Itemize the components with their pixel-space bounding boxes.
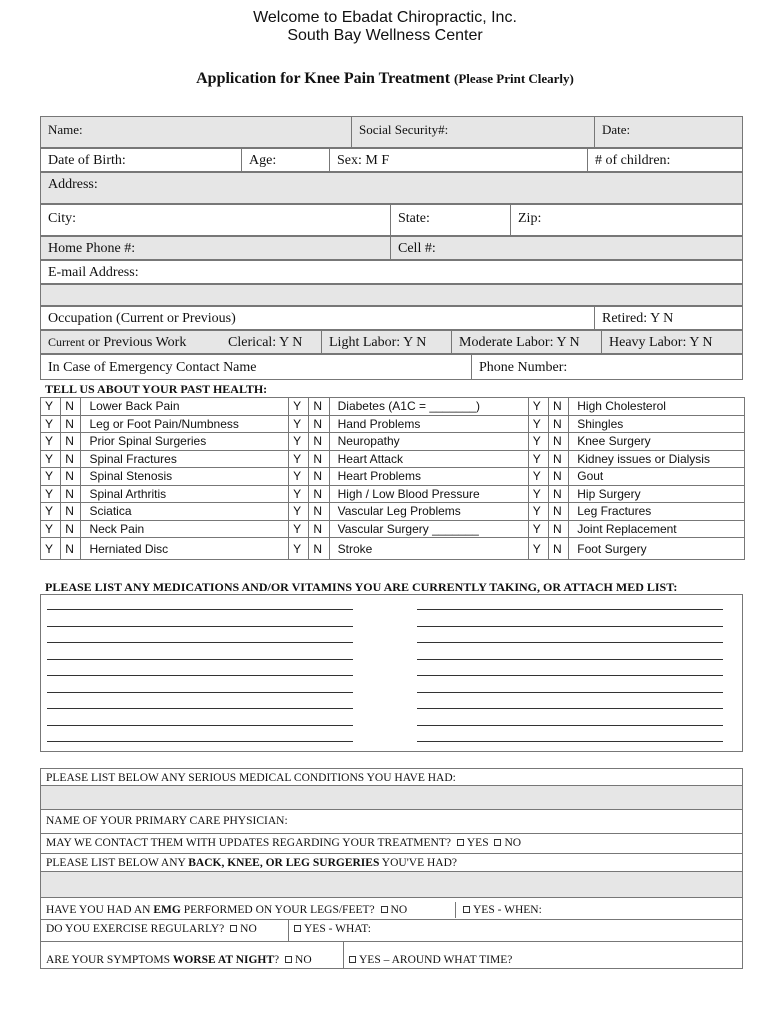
contact-question xyxy=(46,837,521,849)
exercise-label: DO YOU EXERCISE REGULARLY? xyxy=(46,923,225,935)
health-yes-option[interactable]: Y xyxy=(41,485,61,503)
health-condition xyxy=(81,538,289,560)
health-no-option[interactable]: N xyxy=(309,450,329,468)
health-no-option[interactable]: N xyxy=(549,468,569,486)
health-no-option[interactable]: N xyxy=(549,433,569,451)
health-condition xyxy=(81,468,289,486)
moderate-labor-field[interactable] xyxy=(451,331,601,353)
emg-label-b: EMG xyxy=(153,904,181,916)
medication-entry-line[interactable] xyxy=(417,626,723,627)
health-condition xyxy=(569,415,745,433)
exercise-row xyxy=(40,920,743,942)
medication-entry-line[interactable] xyxy=(417,708,723,709)
health-condition-label: Sciatica xyxy=(89,504,132,519)
medications-heading: PLEASE LIST ANY MEDICATIONS AND/OR VITAMINS YOU ARE CURRENTLY TAKING, OR ATTACH MED LIST: xyxy=(45,580,678,594)
health-row xyxy=(41,433,745,451)
health-yes-option[interactable]: Y xyxy=(289,485,309,503)
health-no-option[interactable]: N xyxy=(61,538,81,560)
health-yes-option[interactable]: Y xyxy=(41,538,61,560)
emg-label-a: HAVE YOU HAD AN xyxy=(46,904,154,916)
health-condition-label: Heart Problems xyxy=(337,469,421,484)
health-condition xyxy=(329,485,528,503)
contact-row xyxy=(40,834,743,854)
medication-entry-line[interactable] xyxy=(417,725,723,726)
health-no-option[interactable]: N xyxy=(549,450,569,468)
health-yes-option[interactable]: Y xyxy=(289,503,309,521)
health-condition-label: Spinal Stenosis xyxy=(89,469,173,484)
health-yes-option[interactable]: Y xyxy=(528,538,548,560)
clerical-field[interactable] xyxy=(221,331,321,353)
row-occupation xyxy=(40,306,743,330)
emg-yes-option xyxy=(460,904,542,916)
row-city xyxy=(40,204,743,236)
light-labor-field[interactable] xyxy=(321,331,451,353)
heavy-labor-label: Heavy Labor: Y N xyxy=(609,335,713,350)
health-no-option[interactable]: N xyxy=(549,485,569,503)
medication-entry-line[interactable] xyxy=(47,692,353,693)
emergency-phone-label: Phone Number: xyxy=(479,360,568,375)
surgeries-label-c: YOU'VE HAD? xyxy=(379,857,458,869)
date-field[interactable] xyxy=(594,117,744,147)
night-question xyxy=(46,954,312,966)
health-no-option[interactable]: N xyxy=(309,485,329,503)
health-yes-option[interactable]: Y xyxy=(289,468,309,486)
emg-no-label: NO xyxy=(390,904,408,916)
health-condition xyxy=(81,398,289,416)
health-condition xyxy=(569,520,745,538)
health-condition-label: Neck Pain xyxy=(89,521,145,536)
conditions-label: PLEASE LIST BELOW ANY SERIOUS MEDICAL CONDITIONS YOU HAVE HAD: xyxy=(46,772,456,784)
night-label-b: WORSE AT NIGHT xyxy=(172,954,275,966)
health-condition-label: Foot Surgery xyxy=(577,541,647,556)
health-yes-option[interactable]: Y xyxy=(528,415,548,433)
zip-label: Zip: xyxy=(518,211,542,226)
occupation-label: Occupation (Current or Previous) xyxy=(48,311,236,326)
medication-entry-line[interactable] xyxy=(47,741,353,742)
health-yes-option[interactable]: Y xyxy=(289,520,309,538)
night-yes-option xyxy=(346,954,512,966)
medication-entry-line[interactable] xyxy=(47,725,353,726)
health-no-option[interactable]: N xyxy=(61,433,81,451)
sex-field[interactable] xyxy=(329,149,587,171)
medication-entry-line[interactable] xyxy=(47,659,353,660)
health-condition xyxy=(329,503,528,521)
health-condition xyxy=(569,538,745,560)
dob-label: Date of Birth: xyxy=(48,153,126,168)
ssn-label: Social Security#: xyxy=(359,122,449,137)
exercise-no-checkbox[interactable] xyxy=(230,925,237,932)
health-row xyxy=(41,485,745,503)
date-label: Date: xyxy=(602,122,631,137)
health-condition xyxy=(569,468,745,486)
health-condition xyxy=(329,433,528,451)
row-emergency xyxy=(40,354,743,380)
current-label: Current xyxy=(48,335,85,349)
pcp-label: NAME OF YOUR PRIMARY CARE PHYSICIAN: xyxy=(46,815,288,827)
health-no-option[interactable]: N xyxy=(61,520,81,538)
name-field[interactable] xyxy=(41,117,351,147)
row-name xyxy=(40,116,743,148)
health-condition xyxy=(81,520,289,538)
medication-entry-line[interactable] xyxy=(47,609,353,610)
health-condition-label: Hip Surgery xyxy=(577,486,641,501)
medication-entry-line[interactable] xyxy=(417,692,723,693)
emergency-phone-field[interactable] xyxy=(471,355,744,379)
cell-phone-label: Cell #: xyxy=(398,241,436,256)
surgeries-row xyxy=(40,854,743,872)
exercise-no-label: NO xyxy=(240,923,257,935)
health-yes-option[interactable]: Y xyxy=(41,503,61,521)
medication-entry-line[interactable] xyxy=(417,659,723,660)
medication-entry-line[interactable] xyxy=(417,642,723,643)
health-condition xyxy=(569,503,745,521)
health-condition-label: Stroke xyxy=(337,541,373,556)
health-condition-label: Kidney issues or Dialysis xyxy=(577,451,710,466)
health-condition-label: Joint Replacement xyxy=(577,521,677,536)
health-condition-label: Leg Fractures xyxy=(577,504,652,519)
health-condition xyxy=(81,503,289,521)
health-condition-label: Neuropathy xyxy=(337,434,400,449)
home-phone-field[interactable] xyxy=(41,237,390,259)
emg-label-c: PERFORMED ON YOUR LEGS/FEET? xyxy=(180,904,375,916)
health-no-option[interactable]: N xyxy=(309,538,329,560)
health-condition-label: Herniated Disc xyxy=(89,541,169,556)
night-yes-label: YES – AROUND WHAT TIME? xyxy=(359,954,513,966)
health-condition xyxy=(569,485,745,503)
night-label-a: ARE YOUR SYMPTOMS xyxy=(46,954,173,966)
health-condition-label: Spinal Arthritis xyxy=(89,486,167,501)
emg-row xyxy=(40,898,743,920)
health-condition xyxy=(81,485,289,503)
conditions-field[interactable] xyxy=(40,786,743,810)
clerical-label: Clerical: Y N xyxy=(228,335,303,350)
health-condition-label: Vascular Surgery _______ xyxy=(337,521,479,536)
city-label: City: xyxy=(48,211,77,226)
emg-divider xyxy=(455,902,456,918)
contact-yes-checkbox[interactable] xyxy=(457,839,464,846)
name-label: Name: xyxy=(48,122,83,137)
health-condition-label: Diabetes (A1C = _______) xyxy=(337,399,481,414)
health-condition-label: Leg or Foot Pain/Numbness xyxy=(89,416,239,431)
cell-phone-field[interactable] xyxy=(390,237,744,259)
surgeries-label-b: BACK, KNEE, OR LEG SURGERIES xyxy=(188,857,380,869)
health-condition-label: Vascular Leg Problems xyxy=(337,504,461,519)
work-period-field[interactable] xyxy=(41,331,218,353)
health-yes-option[interactable]: Y xyxy=(528,485,548,503)
health-yes-option[interactable]: Y xyxy=(528,433,548,451)
health-no-option[interactable]: N xyxy=(309,398,329,416)
health-condition xyxy=(329,450,528,468)
address-field[interactable] xyxy=(40,172,743,204)
health-condition xyxy=(81,450,289,468)
medication-entry-line[interactable] xyxy=(47,626,353,627)
night-row xyxy=(40,942,743,969)
health-yes-option[interactable]: Y xyxy=(41,468,61,486)
zip-field[interactable] xyxy=(510,205,744,235)
night-no-label: NO xyxy=(295,954,312,966)
health-no-option[interactable]: N xyxy=(549,520,569,538)
health-yes-option[interactable]: Y xyxy=(289,433,309,451)
health-row xyxy=(41,450,745,468)
retired-field[interactable] xyxy=(594,307,744,329)
health-no-option[interactable]: N xyxy=(61,468,81,486)
contact-label: MAY WE CONTACT THEM WITH UPDATES REGARDING YOUR TREATMENT? xyxy=(46,837,451,849)
health-yes-option[interactable]: Y xyxy=(41,415,61,433)
medication-entry-line[interactable] xyxy=(417,675,723,676)
health-condition-label: Spinal Fractures xyxy=(89,451,177,466)
address-label: Address: xyxy=(48,177,98,192)
state-label: State: xyxy=(398,211,430,226)
medication-entry-line[interactable] xyxy=(417,609,723,610)
previous-work-label: or Previous Work xyxy=(88,335,187,350)
clinic-name: Welcome to Ebadat Chiropractic, Inc. xyxy=(253,9,517,26)
medication-entry-line[interactable] xyxy=(47,642,353,643)
health-no-option[interactable]: N xyxy=(549,538,569,560)
health-yes-option[interactable]: Y xyxy=(528,520,548,538)
night-yes-checkbox[interactable] xyxy=(349,956,356,963)
surgeries-question xyxy=(46,857,457,869)
age-label: Age: xyxy=(249,153,277,168)
health-no-option[interactable]: N xyxy=(549,415,569,433)
contact-no-label: NO xyxy=(504,837,522,849)
email-field[interactable] xyxy=(40,260,743,284)
row-dob xyxy=(40,148,743,172)
health-yes-option[interactable]: Y xyxy=(528,450,548,468)
contact-no-checkbox[interactable] xyxy=(494,839,501,846)
email-continuation-field[interactable] xyxy=(40,284,743,306)
health-yes-option[interactable]: Y xyxy=(528,468,548,486)
health-no-option[interactable]: N xyxy=(309,520,329,538)
health-condition xyxy=(329,520,528,538)
retired-label: Retired: Y N xyxy=(602,311,674,326)
home-phone-label: Home Phone #: xyxy=(48,241,136,256)
pcp-field[interactable] xyxy=(40,810,743,834)
ssn-field[interactable] xyxy=(351,117,591,147)
health-condition xyxy=(329,415,528,433)
health-yes-option[interactable]: Y xyxy=(289,450,309,468)
health-no-option[interactable]: N xyxy=(61,450,81,468)
health-condition xyxy=(329,538,528,560)
emergency-contact-field[interactable] xyxy=(41,355,471,379)
emg-yes-label: YES - WHEN: xyxy=(473,904,542,916)
health-yes-option[interactable]: Y xyxy=(289,415,309,433)
sex-label: Sex: M F xyxy=(337,153,390,168)
health-condition-label: High / Low Blood Pressure xyxy=(337,486,480,501)
night-no-checkbox[interactable] xyxy=(285,956,292,963)
emg-no-checkbox[interactable] xyxy=(381,906,388,913)
city-field[interactable] xyxy=(41,205,390,235)
children-field[interactable] xyxy=(587,149,744,171)
health-heading: TELL US ABOUT YOUR PAST HEALTH: xyxy=(45,382,268,396)
health-condition-label: Gout xyxy=(577,469,604,484)
exercise-yes-checkbox[interactable] xyxy=(294,925,301,932)
state-field[interactable] xyxy=(390,205,510,235)
health-yes-option[interactable]: Y xyxy=(41,398,61,416)
age-field[interactable] xyxy=(241,149,329,171)
health-condition xyxy=(569,450,745,468)
health-condition xyxy=(81,415,289,433)
emg-question xyxy=(46,904,407,916)
health-no-option[interactable]: N xyxy=(309,468,329,486)
moderate-labor-label: Moderate Labor: Y N xyxy=(459,335,580,350)
health-no-option[interactable]: N xyxy=(309,503,329,521)
health-yes-option[interactable]: Y xyxy=(41,450,61,468)
light-labor-label: Light Labor: Y N xyxy=(329,335,427,350)
dob-field[interactable] xyxy=(41,149,241,171)
medication-entry-line[interactable] xyxy=(417,741,723,742)
health-condition-label: High Cholesterol xyxy=(577,399,666,414)
health-condition-label: Prior Spinal Surgeries xyxy=(89,434,207,449)
health-row xyxy=(41,520,745,538)
health-yes-option[interactable]: Y xyxy=(41,433,61,451)
health-no-option[interactable]: N xyxy=(61,503,81,521)
health-condition xyxy=(569,433,745,451)
health-condition xyxy=(329,398,528,416)
health-yes-option[interactable]: Y xyxy=(41,520,61,538)
form-title-note: (Please Print Clearly) xyxy=(454,71,574,86)
health-no-option[interactable]: N xyxy=(309,415,329,433)
contact-yes-label: YES xyxy=(466,837,489,849)
health-row xyxy=(41,415,745,433)
health-condition xyxy=(569,398,745,416)
health-row xyxy=(41,468,745,486)
medication-entry-line[interactable] xyxy=(47,675,353,676)
health-condition-label: Shingles xyxy=(577,416,624,431)
health-row xyxy=(41,398,745,416)
children-label: # of children: xyxy=(595,153,671,168)
row-work-type xyxy=(40,330,743,354)
emg-yes-checkbox[interactable] xyxy=(463,906,470,913)
night-divider xyxy=(343,942,344,969)
exercise-divider xyxy=(288,920,289,942)
health-no-option[interactable]: N xyxy=(61,415,81,433)
health-no-option[interactable]: N xyxy=(61,485,81,503)
health-table xyxy=(40,397,745,560)
health-condition xyxy=(329,468,528,486)
health-condition xyxy=(81,433,289,451)
health-yes-option[interactable]: Y xyxy=(289,398,309,416)
exercise-yes-label: YES - WHAT: xyxy=(304,923,371,935)
health-no-option[interactable]: N xyxy=(549,398,569,416)
form-title-text: Application for Knee Pain Treatment xyxy=(196,70,451,87)
health-condition-label: Knee Surgery xyxy=(577,434,651,449)
health-yes-option[interactable]: Y xyxy=(528,398,548,416)
occupation-field[interactable] xyxy=(41,307,594,329)
health-no-option[interactable]: N xyxy=(61,398,81,416)
clinic-subtitle: South Bay Wellness Center xyxy=(287,27,483,44)
surgeries-label-a: PLEASE LIST BELOW ANY xyxy=(46,857,189,869)
exercise-question xyxy=(46,923,257,935)
health-yes-option[interactable]: Y xyxy=(289,538,309,560)
health-yes-option[interactable]: Y xyxy=(528,503,548,521)
health-no-option[interactable]: N xyxy=(309,433,329,451)
health-condition-label: Lower Back Pain xyxy=(89,399,180,414)
email-label: E-mail Address: xyxy=(48,265,139,280)
health-condition-label: Heart Attack xyxy=(337,451,403,466)
night-label-c: ? xyxy=(274,954,280,966)
health-row xyxy=(41,538,745,560)
medication-entry-line[interactable] xyxy=(47,708,353,709)
heavy-labor-field[interactable] xyxy=(601,331,744,353)
medications-box xyxy=(40,594,743,752)
health-no-option[interactable]: N xyxy=(549,503,569,521)
row-phone xyxy=(40,236,743,260)
health-condition-label: Hand Problems xyxy=(337,416,421,431)
exercise-yes-option xyxy=(291,923,371,935)
form-title xyxy=(0,70,770,88)
health-row xyxy=(41,503,745,521)
emergency-contact-label: In Case of Emergency Contact Name xyxy=(48,360,257,375)
surgeries-field[interactable] xyxy=(40,872,743,898)
conditions-row xyxy=(40,768,743,786)
